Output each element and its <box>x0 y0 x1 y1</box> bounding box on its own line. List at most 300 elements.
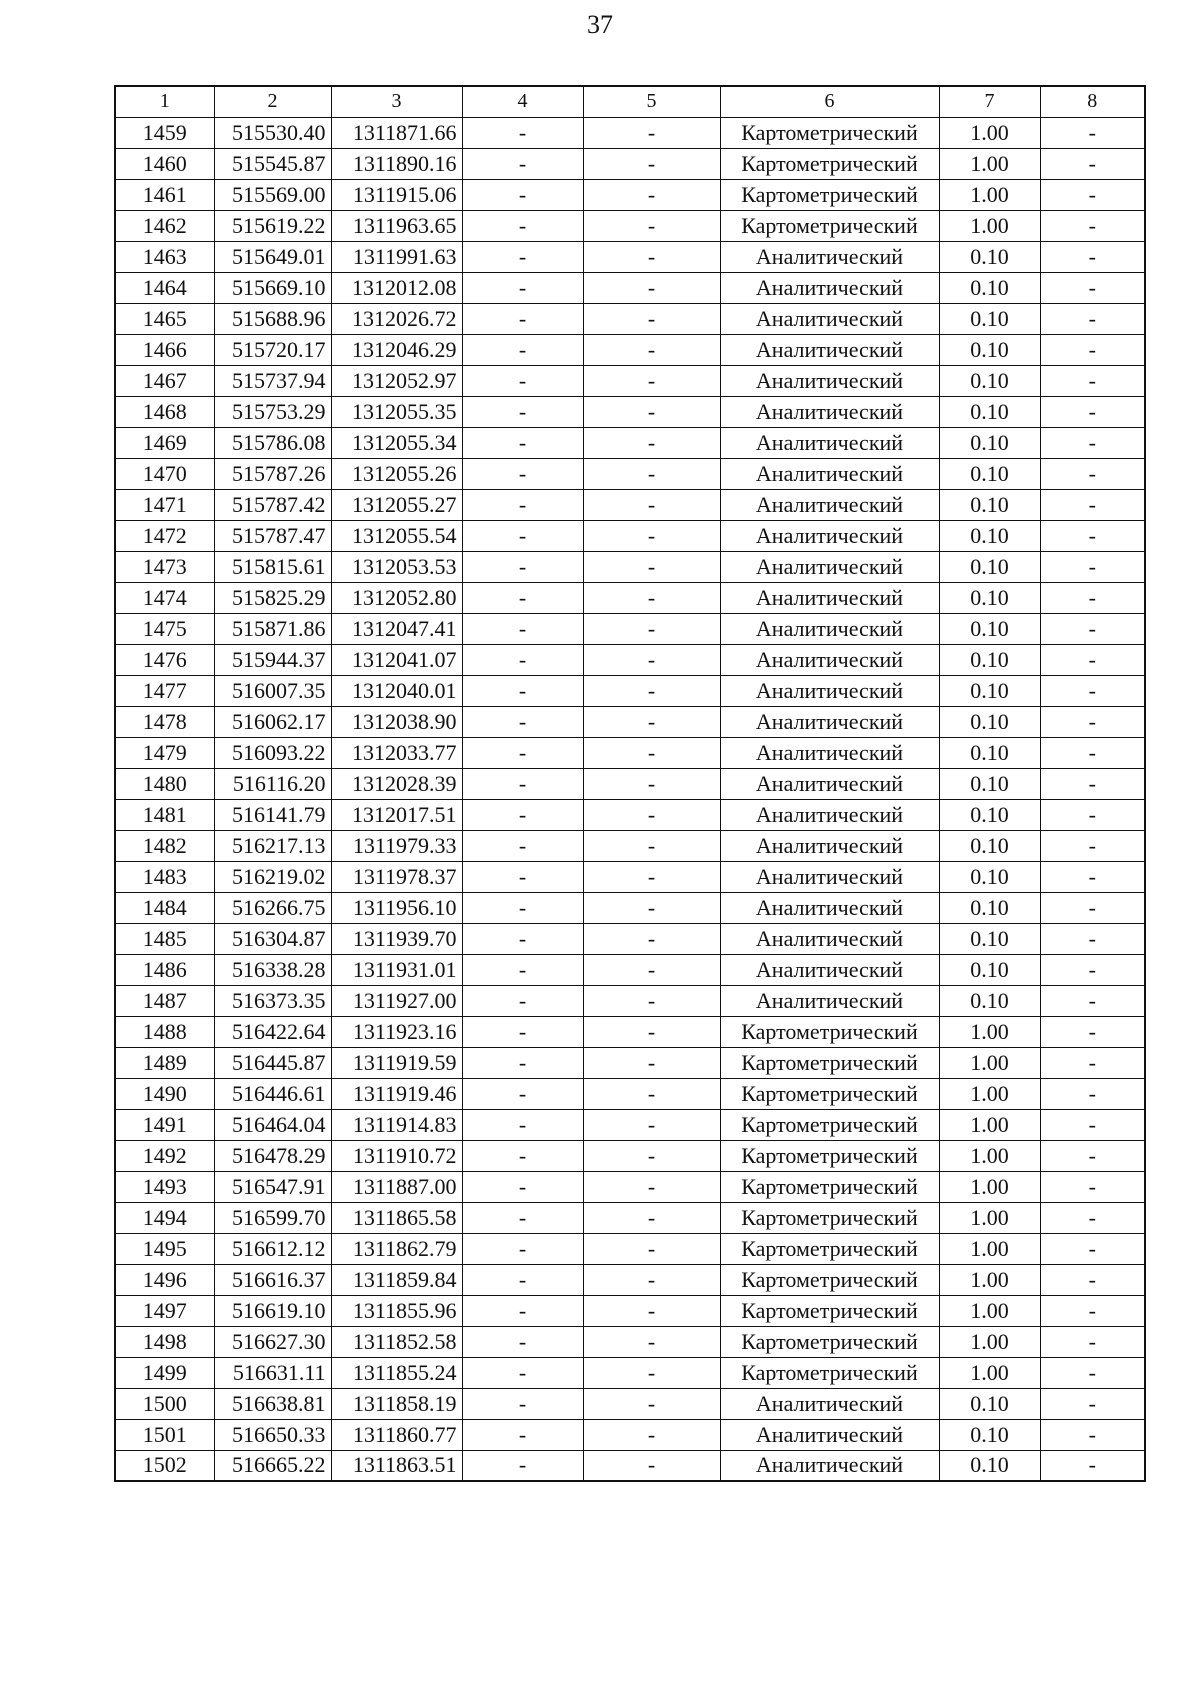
cell-coord-y: 1311855.96 <box>331 1295 462 1326</box>
cell-coord-y: 1311887.00 <box>331 1171 462 1202</box>
cell-accuracy: 0.10 <box>939 1419 1040 1450</box>
cell-coord-x: 516612.12 <box>214 1233 331 1264</box>
cell-coord-x: 516007.35 <box>214 675 331 706</box>
cell-method: Аналитический <box>720 489 939 520</box>
cell-col-4: - <box>462 985 583 1016</box>
cell-coord-x: 515786.08 <box>214 427 331 458</box>
cell-point-number: 1468 <box>115 396 214 427</box>
cell-col-8: - <box>1040 303 1145 334</box>
cell-point-number: 1471 <box>115 489 214 520</box>
cell-coord-x: 515787.42 <box>214 489 331 520</box>
cell-point-number: 1461 <box>115 179 214 210</box>
cell-point-number: 1487 <box>115 985 214 1016</box>
cell-method: Аналитический <box>720 396 939 427</box>
cell-col-8: - <box>1040 954 1145 985</box>
cell-method: Аналитический <box>720 365 939 396</box>
cell-method: Картометрический <box>720 1016 939 1047</box>
table-row <box>115 1109 1145 1140</box>
table-row <box>115 675 1145 706</box>
cell-col-8: - <box>1040 489 1145 520</box>
cell-coord-y: 1311978.37 <box>331 861 462 892</box>
cell-col-4: - <box>462 1357 583 1388</box>
cell-accuracy: 0.10 <box>939 1450 1040 1481</box>
cell-col-5: - <box>583 861 720 892</box>
cell-point-number: 1481 <box>115 799 214 830</box>
cell-col-4: - <box>462 1233 583 1264</box>
cell-col-5: - <box>583 551 720 582</box>
table-row <box>115 892 1145 923</box>
cell-col-8: - <box>1040 272 1145 303</box>
cell-col-8: - <box>1040 1326 1145 1357</box>
cell-coord-y: 1312055.26 <box>331 458 462 489</box>
cell-coord-y: 1312017.51 <box>331 799 462 830</box>
cell-col-8: - <box>1040 861 1145 892</box>
cell-accuracy: 0.10 <box>939 427 1040 458</box>
cell-col-8: - <box>1040 1264 1145 1295</box>
cell-col-5: - <box>583 1264 720 1295</box>
cell-method: Аналитический <box>720 985 939 1016</box>
cell-method: Картометрический <box>720 1326 939 1357</box>
cell-method: Аналитический <box>720 613 939 644</box>
cell-col-5: - <box>583 241 720 272</box>
cell-coord-y: 1311927.00 <box>331 985 462 1016</box>
cell-col-5: - <box>583 303 720 334</box>
cell-method: Картометрический <box>720 179 939 210</box>
cell-col-5: - <box>583 582 720 613</box>
table-row <box>115 1264 1145 1295</box>
cell-coord-x: 515569.00 <box>214 179 331 210</box>
cell-col-4: - <box>462 737 583 768</box>
table-body <box>115 117 1145 1481</box>
cell-col-8: - <box>1040 1388 1145 1419</box>
cell-point-number: 1498 <box>115 1326 214 1357</box>
cell-point-number: 1474 <box>115 582 214 613</box>
cell-accuracy: 1.00 <box>939 1078 1040 1109</box>
cell-coord-x: 515545.87 <box>214 148 331 179</box>
cell-accuracy: 0.10 <box>939 303 1040 334</box>
cell-col-8: - <box>1040 551 1145 582</box>
table-row <box>115 737 1145 768</box>
cell-col-4: - <box>462 1109 583 1140</box>
cell-accuracy: 1.00 <box>939 179 1040 210</box>
cell-accuracy: 0.10 <box>939 954 1040 985</box>
cell-coord-x: 516445.87 <box>214 1047 331 1078</box>
cell-method: Аналитический <box>720 1419 939 1450</box>
cell-point-number: 1465 <box>115 303 214 334</box>
cell-accuracy: 0.10 <box>939 334 1040 365</box>
cell-col-4: - <box>462 117 583 148</box>
cell-coord-x: 516217.13 <box>214 830 331 861</box>
cell-col-4: - <box>462 489 583 520</box>
cell-col-5: - <box>583 458 720 489</box>
cell-point-number: 1483 <box>115 861 214 892</box>
cell-coord-y: 1311919.46 <box>331 1078 462 1109</box>
cell-method: Картометрический <box>720 1109 939 1140</box>
cell-col-5: - <box>583 210 720 241</box>
cell-point-number: 1499 <box>115 1357 214 1388</box>
cell-col-5: - <box>583 1450 720 1481</box>
cell-coord-x: 515871.86 <box>214 613 331 644</box>
table-row <box>115 1140 1145 1171</box>
cell-method: Картометрический <box>720 1264 939 1295</box>
cell-point-number: 1486 <box>115 954 214 985</box>
cell-method: Картометрический <box>720 1078 939 1109</box>
cell-col-5: - <box>583 923 720 954</box>
column-header-1: 1 <box>115 86 214 117</box>
cell-col-8: - <box>1040 1295 1145 1326</box>
cell-col-8: - <box>1040 458 1145 489</box>
table-row <box>115 1388 1145 1419</box>
cell-col-8: - <box>1040 396 1145 427</box>
cell-col-8: - <box>1040 1016 1145 1047</box>
column-header-3: 3 <box>331 86 462 117</box>
cell-accuracy: 1.00 <box>939 1295 1040 1326</box>
cell-method: Аналитический <box>720 241 939 272</box>
cell-coord-x: 515944.37 <box>214 644 331 675</box>
cell-method: Картометрический <box>720 1357 939 1388</box>
cell-col-4: - <box>462 179 583 210</box>
cell-col-5: - <box>583 985 720 1016</box>
cell-col-4: - <box>462 1295 583 1326</box>
column-header-5: 5 <box>583 86 720 117</box>
cell-coord-x: 516650.33 <box>214 1419 331 1450</box>
cell-coord-x: 515720.17 <box>214 334 331 365</box>
cell-point-number: 1463 <box>115 241 214 272</box>
cell-coord-x: 515688.96 <box>214 303 331 334</box>
table-row <box>115 954 1145 985</box>
column-header-2: 2 <box>214 86 331 117</box>
cell-method: Картометрический <box>720 1171 939 1202</box>
cell-point-number: 1491 <box>115 1109 214 1140</box>
cell-accuracy: 0.10 <box>939 861 1040 892</box>
cell-col-4: - <box>462 1388 583 1419</box>
cell-col-8: - <box>1040 520 1145 551</box>
cell-method: Аналитический <box>720 706 939 737</box>
column-header-7: 7 <box>939 86 1040 117</box>
cell-accuracy: 0.10 <box>939 551 1040 582</box>
cell-method: Аналитический <box>720 272 939 303</box>
cell-col-5: - <box>583 365 720 396</box>
table-row <box>115 1326 1145 1357</box>
cell-point-number: 1497 <box>115 1295 214 1326</box>
table-row <box>115 303 1145 334</box>
cell-coord-x: 516116.20 <box>214 768 331 799</box>
cell-method: Картометрический <box>720 1202 939 1233</box>
cell-coord-y: 1311991.63 <box>331 241 462 272</box>
cell-coord-y: 1312053.53 <box>331 551 462 582</box>
cell-accuracy: 0.10 <box>939 272 1040 303</box>
cell-coord-y: 1312052.80 <box>331 582 462 613</box>
table-row <box>115 458 1145 489</box>
table-row <box>115 520 1145 551</box>
cell-col-8: - <box>1040 830 1145 861</box>
cell-col-8: - <box>1040 1450 1145 1481</box>
cell-coord-x: 516638.81 <box>214 1388 331 1419</box>
cell-col-4: - <box>462 644 583 675</box>
cell-method: Аналитический <box>720 1450 939 1481</box>
cell-method: Аналитический <box>720 551 939 582</box>
table-row <box>115 551 1145 582</box>
cell-col-8: - <box>1040 1140 1145 1171</box>
cell-coord-y: 1311871.66 <box>331 117 462 148</box>
cell-accuracy: 0.10 <box>939 768 1040 799</box>
cell-point-number: 1501 <box>115 1419 214 1450</box>
cell-col-5: - <box>583 799 720 830</box>
cell-point-number: 1490 <box>115 1078 214 1109</box>
cell-col-5: - <box>583 1140 720 1171</box>
cell-point-number: 1462 <box>115 210 214 241</box>
cell-coord-y: 1311858.19 <box>331 1388 462 1419</box>
cell-coord-y: 1311915.06 <box>331 179 462 210</box>
table-row <box>115 706 1145 737</box>
cell-col-4: - <box>462 675 583 706</box>
cell-coord-x: 516547.91 <box>214 1171 331 1202</box>
cell-col-4: - <box>462 551 583 582</box>
table-row <box>115 396 1145 427</box>
page-number: 37 <box>587 10 613 39</box>
cell-point-number: 1492 <box>115 1140 214 1171</box>
cell-col-4: - <box>462 582 583 613</box>
cell-col-4: - <box>462 1016 583 1047</box>
cell-col-8: - <box>1040 241 1145 272</box>
cell-coord-x: 515825.29 <box>214 582 331 613</box>
cell-col-4: - <box>462 861 583 892</box>
cell-col-8: - <box>1040 1171 1145 1202</box>
cell-accuracy: 0.10 <box>939 1388 1040 1419</box>
cell-method: Аналитический <box>720 582 939 613</box>
cell-point-number: 1489 <box>115 1047 214 1078</box>
table-row <box>115 334 1145 365</box>
cell-point-number: 1469 <box>115 427 214 458</box>
cell-col-4: - <box>462 1450 583 1481</box>
cell-accuracy: 1.00 <box>939 117 1040 148</box>
cell-col-4: - <box>462 830 583 861</box>
cell-method: Аналитический <box>720 427 939 458</box>
cell-method: Аналитический <box>720 458 939 489</box>
cell-accuracy: 0.10 <box>939 706 1040 737</box>
cell-accuracy: 0.10 <box>939 241 1040 272</box>
cell-col-5: - <box>583 1233 720 1264</box>
cell-col-5: - <box>583 520 720 551</box>
cell-accuracy: 1.00 <box>939 1264 1040 1295</box>
cell-point-number: 1482 <box>115 830 214 861</box>
cell-col-4: - <box>462 923 583 954</box>
cell-col-4: - <box>462 706 583 737</box>
cell-col-8: - <box>1040 582 1145 613</box>
cell-col-8: - <box>1040 334 1145 365</box>
cell-coord-x: 516619.10 <box>214 1295 331 1326</box>
cell-col-4: - <box>462 396 583 427</box>
cell-col-5: - <box>583 644 720 675</box>
cell-col-4: - <box>462 148 583 179</box>
cell-coord-x: 515649.01 <box>214 241 331 272</box>
cell-col-8: - <box>1040 1202 1145 1233</box>
cell-coord-x: 516616.37 <box>214 1264 331 1295</box>
table-row <box>115 365 1145 396</box>
cell-coord-x: 516141.79 <box>214 799 331 830</box>
table-row <box>115 799 1145 830</box>
cell-method: Картометрический <box>720 148 939 179</box>
cell-point-number: 1500 <box>115 1388 214 1419</box>
cell-point-number: 1493 <box>115 1171 214 1202</box>
cell-method: Аналитический <box>720 1388 939 1419</box>
cell-method: Аналитический <box>720 861 939 892</box>
cell-coord-x: 516422.64 <box>214 1016 331 1047</box>
cell-col-5: - <box>583 706 720 737</box>
cell-accuracy: 0.10 <box>939 396 1040 427</box>
cell-method: Аналитический <box>720 799 939 830</box>
cell-point-number: 1484 <box>115 892 214 923</box>
cell-coord-y: 1311919.59 <box>331 1047 462 1078</box>
cell-coord-y: 1311863.51 <box>331 1450 462 1481</box>
cell-col-8: - <box>1040 675 1145 706</box>
cell-col-8: - <box>1040 892 1145 923</box>
cell-coord-y: 1312055.27 <box>331 489 462 520</box>
cell-coord-y: 1312041.07 <box>331 644 462 675</box>
cell-col-5: - <box>583 613 720 644</box>
table-row <box>115 1047 1145 1078</box>
cell-col-8: - <box>1040 1233 1145 1264</box>
cell-point-number: 1466 <box>115 334 214 365</box>
table-row <box>115 768 1145 799</box>
cell-method: Аналитический <box>720 334 939 365</box>
cell-point-number: 1488 <box>115 1016 214 1047</box>
cell-accuracy: 0.10 <box>939 613 1040 644</box>
cell-col-4: - <box>462 613 583 644</box>
cell-coord-x: 515753.29 <box>214 396 331 427</box>
cell-method: Аналитический <box>720 954 939 985</box>
cell-col-5: - <box>583 892 720 923</box>
cell-coord-x: 516219.02 <box>214 861 331 892</box>
cell-col-4: - <box>462 1140 583 1171</box>
cell-coord-y: 1311862.79 <box>331 1233 462 1264</box>
cell-col-8: - <box>1040 365 1145 396</box>
cell-col-5: - <box>583 1326 720 1357</box>
cell-accuracy: 0.10 <box>939 582 1040 613</box>
cell-accuracy: 0.10 <box>939 458 1040 489</box>
cell-point-number: 1478 <box>115 706 214 737</box>
table-row <box>115 582 1145 613</box>
cell-coord-y: 1311860.77 <box>331 1419 462 1450</box>
cell-col-4: - <box>462 334 583 365</box>
cell-method: Картометрический <box>720 210 939 241</box>
cell-coord-x: 516373.35 <box>214 985 331 1016</box>
cell-col-8: - <box>1040 644 1145 675</box>
cell-point-number: 1477 <box>115 675 214 706</box>
table-row <box>115 1419 1145 1450</box>
cell-coord-y: 1311939.70 <box>331 923 462 954</box>
cell-col-5: - <box>583 1109 720 1140</box>
cell-col-8: - <box>1040 427 1145 458</box>
cell-col-4: - <box>462 458 583 489</box>
column-header-4: 4 <box>462 86 583 117</box>
cell-point-number: 1464 <box>115 272 214 303</box>
cell-coord-x: 515737.94 <box>214 365 331 396</box>
cell-method: Картометрический <box>720 1233 939 1264</box>
cell-col-5: - <box>583 117 720 148</box>
cell-coord-y: 1311963.65 <box>331 210 462 241</box>
cell-col-4: - <box>462 799 583 830</box>
cell-col-4: - <box>462 272 583 303</box>
table-row <box>115 1078 1145 1109</box>
table-row <box>115 489 1145 520</box>
cell-accuracy: 0.10 <box>939 799 1040 830</box>
table-row <box>115 427 1145 458</box>
cell-col-8: - <box>1040 117 1145 148</box>
cell-accuracy: 0.10 <box>939 923 1040 954</box>
cell-col-5: - <box>583 489 720 520</box>
cell-coord-x: 516266.75 <box>214 892 331 923</box>
cell-col-8: - <box>1040 1078 1145 1109</box>
cell-accuracy: 1.00 <box>939 210 1040 241</box>
cell-col-5: - <box>583 675 720 706</box>
cell-col-5: - <box>583 396 720 427</box>
cell-col-4: - <box>462 241 583 272</box>
cell-col-5: - <box>583 830 720 861</box>
cell-accuracy: 0.10 <box>939 365 1040 396</box>
cell-accuracy: 1.00 <box>939 1140 1040 1171</box>
cell-col-8: - <box>1040 923 1145 954</box>
cell-method: Аналитический <box>720 737 939 768</box>
cell-col-8: - <box>1040 1047 1145 1078</box>
table-row <box>115 1295 1145 1326</box>
cell-point-number: 1473 <box>115 551 214 582</box>
table-row <box>115 830 1145 861</box>
table-row <box>115 1202 1145 1233</box>
cell-coord-x: 515787.26 <box>214 458 331 489</box>
cell-accuracy: 0.10 <box>939 520 1040 551</box>
cell-coord-y: 1311865.58 <box>331 1202 462 1233</box>
cell-col-8: - <box>1040 148 1145 179</box>
cell-accuracy: 0.10 <box>939 985 1040 1016</box>
cell-point-number: 1502 <box>115 1450 214 1481</box>
cell-col-4: - <box>462 768 583 799</box>
cell-col-8: - <box>1040 179 1145 210</box>
table-row <box>115 644 1145 675</box>
cell-coord-y: 1311956.10 <box>331 892 462 923</box>
table-row <box>115 1233 1145 1264</box>
cell-method: Аналитический <box>720 892 939 923</box>
cell-point-number: 1485 <box>115 923 214 954</box>
cell-coord-y: 1312028.39 <box>331 768 462 799</box>
table-header-row <box>115 86 1145 117</box>
cell-accuracy: 0.10 <box>939 830 1040 861</box>
cell-method: Картометрический <box>720 117 939 148</box>
cell-col-5: - <box>583 148 720 179</box>
cell-coord-x: 516338.28 <box>214 954 331 985</box>
cell-col-5: - <box>583 334 720 365</box>
cell-coord-y: 1311855.24 <box>331 1357 462 1388</box>
table-row <box>115 210 1145 241</box>
cell-point-number: 1470 <box>115 458 214 489</box>
cell-col-5: - <box>583 272 720 303</box>
cell-accuracy: 1.00 <box>939 1171 1040 1202</box>
cell-col-4: - <box>462 303 583 334</box>
cell-coord-x: 515530.40 <box>214 117 331 148</box>
cell-coord-x: 516627.30 <box>214 1326 331 1357</box>
cell-coord-x: 515619.22 <box>214 210 331 241</box>
cell-col-8: - <box>1040 985 1145 1016</box>
cell-coord-x: 516478.29 <box>214 1140 331 1171</box>
cell-col-5: - <box>583 1419 720 1450</box>
cell-col-4: - <box>462 1171 583 1202</box>
table-row <box>115 1171 1145 1202</box>
cell-coord-y: 1312033.77 <box>331 737 462 768</box>
cell-col-8: - <box>1040 737 1145 768</box>
cell-point-number: 1459 <box>115 117 214 148</box>
cell-coord-y: 1311890.16 <box>331 148 462 179</box>
cell-col-5: - <box>583 1357 720 1388</box>
